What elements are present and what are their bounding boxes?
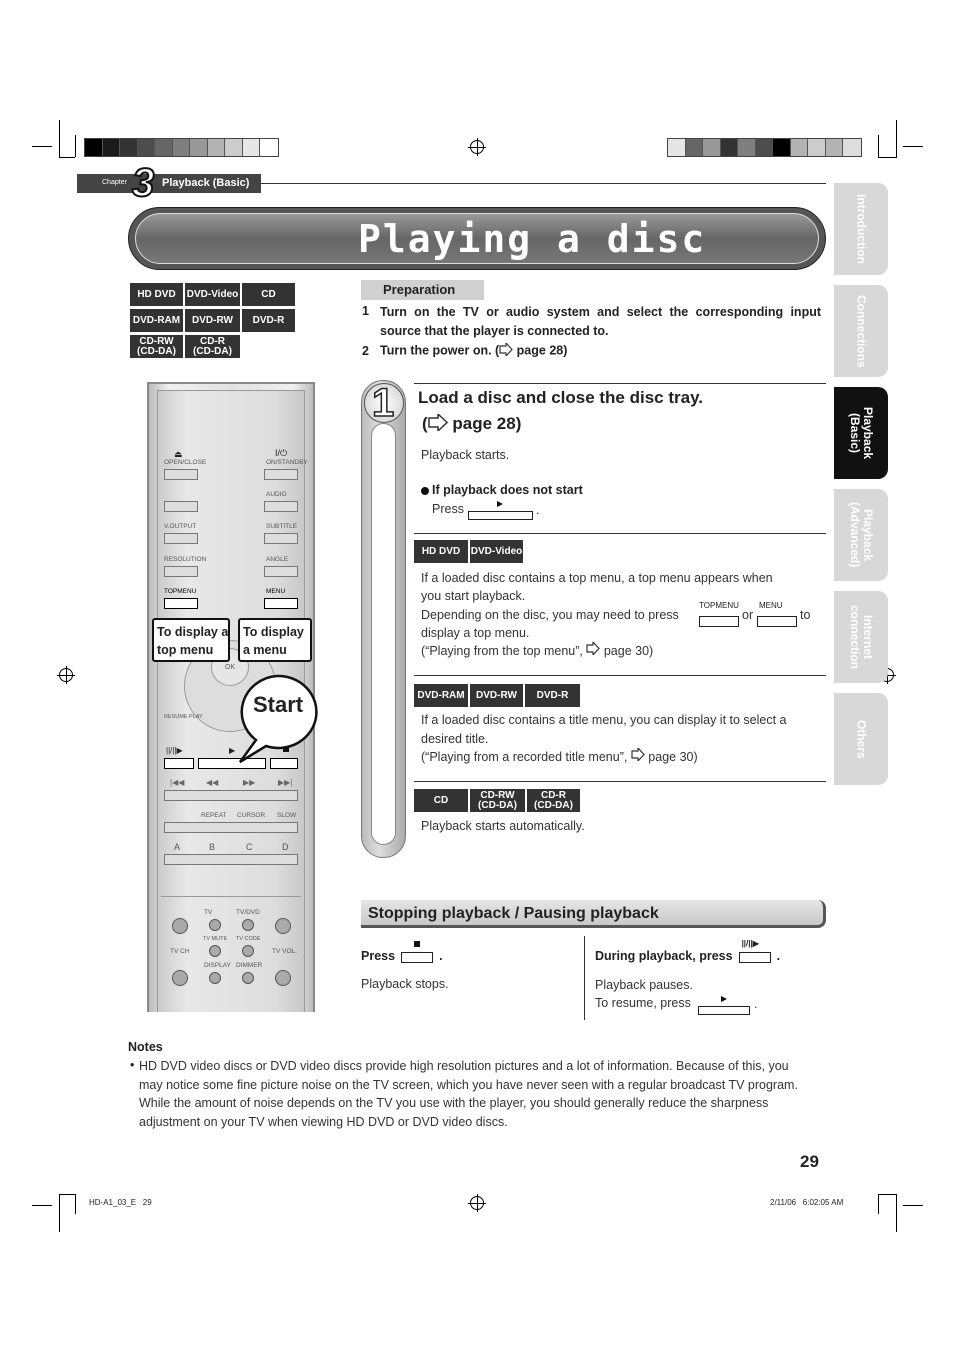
to-text: to xyxy=(800,608,811,622)
format-tag: DVD-Video xyxy=(185,283,240,306)
open-close-button[interactable] xyxy=(164,469,198,480)
transport-bar[interactable] xyxy=(164,790,298,801)
to-resume: To resume, press xyxy=(595,996,691,1010)
section-rule xyxy=(414,781,826,782)
crop-mark xyxy=(896,1194,897,1232)
stop-press xyxy=(361,941,443,963)
power-icon: I/⏻ xyxy=(275,448,288,458)
crop-mark xyxy=(32,1205,52,1206)
play-button-icon xyxy=(698,995,750,1015)
repeat-cursor-slow-bar[interactable] xyxy=(164,822,298,833)
dvd-page: page 30) xyxy=(644,750,698,764)
tab-connections[interactable]: Connections xyxy=(834,285,888,377)
label-slow: SLOW xyxy=(277,812,297,819)
press-label: Press xyxy=(432,502,464,516)
crop-mark xyxy=(903,146,923,147)
label-b: B xyxy=(209,842,216,852)
step-2-page: page 28) xyxy=(513,343,568,358)
arrow-right-icon xyxy=(631,748,645,767)
tv-mute-button[interactable] xyxy=(209,945,221,957)
period: . xyxy=(776,949,781,963)
heading-page: page 28) xyxy=(447,414,522,433)
footer-left: HD-A1_03_E 29 xyxy=(89,1198,152,1207)
label-resolution: RESOLUTION xyxy=(164,556,207,563)
label-v-output: V.OUTPUT xyxy=(164,523,197,530)
chapter-word: Chapter xyxy=(102,179,127,186)
topmenu-button-icon xyxy=(699,601,739,627)
if-not-start: If playback does not start xyxy=(432,483,583,497)
dvd-ref: (“Playing from a recorded title menu”, xyxy=(421,750,628,764)
step-heading-2 xyxy=(422,414,521,436)
crop-mark xyxy=(59,1194,60,1232)
callout-start: Start xyxy=(253,692,304,717)
crop-mark xyxy=(878,1194,879,1214)
topmenu-button[interactable] xyxy=(164,598,198,609)
hd-line-3: Depending on the disc, you may need to press xyxy=(421,608,679,622)
angle-button[interactable] xyxy=(264,566,298,577)
label-tv-ch: TV CH xyxy=(170,948,190,955)
step-2-text: Turn the power on. ( xyxy=(380,343,500,358)
preparation-step-number: 1 xyxy=(362,304,369,318)
crop-mark xyxy=(75,135,76,157)
skip-forward-icon: ▶▶| xyxy=(278,778,293,787)
label-d: D xyxy=(282,842,289,852)
step-rail xyxy=(361,380,406,858)
format-tag: CD-RW (CD-DA) xyxy=(130,335,183,358)
step-number: 1 xyxy=(372,381,395,425)
label-open-close: OPEN/CLOSE xyxy=(164,459,207,466)
format-tag: CD-RW (CD-DA) xyxy=(470,789,525,812)
crop-mark xyxy=(59,1194,75,1195)
hd-line-1: If a loaded disc contains a top menu, a top menu appears when xyxy=(421,571,773,585)
tv-code-button[interactable] xyxy=(242,945,254,957)
page-title: Playing a disc xyxy=(358,217,707,261)
play-button-icon xyxy=(468,500,533,520)
or-text: or xyxy=(742,608,754,622)
color-bar-left xyxy=(84,138,279,157)
format-tag: CD-R (CD-DA) xyxy=(527,789,580,812)
crop-mark xyxy=(75,1194,76,1214)
label-resume-play: RESUME PLAY xyxy=(164,714,203,720)
pause-step-icon: ||/||▶ xyxy=(166,746,183,755)
crop-mark xyxy=(896,120,897,158)
pause-step-button-icon: ||/||▶ xyxy=(739,941,771,963)
crop-mark xyxy=(878,157,896,158)
label-ok: OK xyxy=(225,664,236,671)
dvd-line-2: desired title. xyxy=(421,732,489,746)
notes-text: HD DVD video discs or DVD video discs provide high resolution pictures and a lot of information. Because of this, you may notice some fine picture noise on the TV screen, which you have never seen with a regular broadcast TV program. While the amount of noise depends on the TV you use with the player, you should generally reduce the sharpness adjustment on your TV when viewing HD DVD or DVD video discs. xyxy=(139,1059,798,1129)
hd-page: page 30) xyxy=(600,644,654,658)
crop-mark xyxy=(878,135,879,157)
play-icon: ▶ xyxy=(229,746,236,755)
pause-press xyxy=(595,941,780,963)
label-tv-vol: TV VOL. xyxy=(272,948,297,955)
rewind-icon: ◀◀ xyxy=(206,778,219,787)
start-callout-bubble xyxy=(236,674,318,766)
format-tag: CD xyxy=(414,789,468,812)
heading-paren: ( xyxy=(422,414,428,433)
format-tag: CD xyxy=(242,283,295,306)
label-repeat: REPEAT xyxy=(201,812,227,819)
crop-mark xyxy=(32,146,52,147)
step-heading-1: Load a disc and close the disc tray. xyxy=(418,388,703,407)
resolution-button[interactable] xyxy=(164,566,198,577)
label-tv: TV xyxy=(204,909,213,916)
period: . xyxy=(754,997,758,1011)
preparation-step-number: 2 xyxy=(362,344,369,358)
playback-pauses: Playback pauses. xyxy=(595,978,693,992)
label-dimmer: DIMMER xyxy=(236,962,263,969)
period: . xyxy=(536,503,540,517)
registration-mark xyxy=(59,668,73,682)
crop-mark xyxy=(903,1205,923,1206)
notes-bullet: • xyxy=(130,1058,135,1072)
label-tv-dvd: TV/DVD xyxy=(236,909,260,916)
label-menu: MENU xyxy=(266,588,286,595)
tab-playback-advanced[interactable]: Playback (Advanced) xyxy=(834,489,888,581)
arrow-right-icon xyxy=(428,414,448,436)
tv-power-button[interactable] xyxy=(209,919,221,931)
format-tag: DVD-R xyxy=(242,309,295,332)
tv-ch-down-button[interactable] xyxy=(172,970,188,986)
chapter-title: Playback (Basic) xyxy=(162,177,250,189)
label-subtitle: SUBTITLE xyxy=(266,523,298,530)
preparation-step-2 xyxy=(380,343,567,359)
step-rule xyxy=(414,383,826,384)
fast-forward-icon: ▶▶ xyxy=(243,778,256,787)
arrow-right-icon xyxy=(499,343,513,359)
notes-title: Notes xyxy=(128,1040,163,1054)
callout-menu: To display a menu xyxy=(238,618,312,662)
label-cursor: CURSOR xyxy=(237,812,266,819)
page-number: 29 xyxy=(800,1152,819,1171)
period: . xyxy=(439,949,443,963)
chapter-number: 3 xyxy=(132,161,155,205)
subtitle-button[interactable] xyxy=(264,533,298,544)
format-tag: DVD-RW xyxy=(470,684,523,707)
label-tv-mute: TV MUTE xyxy=(203,936,228,942)
preparation-step-1: Turn on the TV or audio system and select the corresponding input source that the player is connected to. xyxy=(380,305,821,338)
color-bar-right xyxy=(667,138,862,157)
topmenu-label: TOPMENU xyxy=(699,601,739,610)
pause-step-button[interactable] xyxy=(164,758,194,769)
format-tag: DVD-RAM xyxy=(130,309,183,332)
skip-back-icon: |◀◀ xyxy=(170,778,185,787)
tv-vol-down-button[interactable] xyxy=(275,970,291,986)
format-tag: HD DVD xyxy=(130,283,183,306)
tv-dvd-button[interactable] xyxy=(242,919,254,931)
stop-button-icon xyxy=(401,941,433,963)
format-tag: CD-R (CD-DA) xyxy=(185,335,240,358)
hd-line-2: you start playback. xyxy=(421,589,526,603)
playback-starts: Playback starts. xyxy=(421,448,510,462)
tab-internet-connection[interactable]: Internet connection xyxy=(834,591,888,683)
crop-mark xyxy=(59,120,60,158)
label-on-standby: ON/STANDBY xyxy=(266,459,308,466)
label-topmenu: TOPMENU xyxy=(164,588,197,595)
cd-line-1: Playback starts automatically. xyxy=(421,819,585,833)
stopping-title: Stopping playback / Pausing playback xyxy=(368,905,659,922)
playback-stops: Playback stops. xyxy=(361,977,449,991)
format-tag: DVD-RW xyxy=(185,309,240,332)
preparation-title: Preparation xyxy=(361,280,484,300)
crop-mark xyxy=(878,1194,896,1195)
hd-ref: (“Playing from the top menu”, xyxy=(421,644,583,658)
blank-button[interactable] xyxy=(164,501,198,512)
dvd-line-3 xyxy=(421,748,698,767)
hd-line-5 xyxy=(421,642,653,661)
bullet-icon xyxy=(421,487,429,495)
during-playback-label: During playback, press xyxy=(595,949,733,963)
dvd-line-1: If a loaded disc contains a title menu, you can display it to select a xyxy=(421,713,787,727)
header-rule xyxy=(261,183,826,184)
arrow-right-icon xyxy=(586,642,600,661)
tv-vol-up-button[interactable] xyxy=(275,918,291,934)
crop-mark xyxy=(59,157,75,158)
registration-mark xyxy=(470,1196,484,1210)
format-tag: DVD-R xyxy=(525,684,580,707)
menu-label: MENU xyxy=(759,601,783,610)
format-tag: HD DVD xyxy=(414,540,468,563)
footer-right: 2/11/06 6:02:05 AM xyxy=(770,1198,844,1207)
format-tag: DVD-RAM xyxy=(414,684,468,707)
v-output-button[interactable] xyxy=(164,533,198,544)
menu-button[interactable] xyxy=(264,598,298,609)
label-display: DISPLAY xyxy=(204,962,231,969)
audio-button[interactable] xyxy=(264,501,298,512)
label-tv-code: TV CODE xyxy=(236,936,261,942)
dimmer-button[interactable] xyxy=(242,972,254,984)
tab-playback-basic[interactable]: Playback (Basic) xyxy=(834,387,888,479)
tab-others[interactable]: Others xyxy=(834,693,888,785)
display-button[interactable] xyxy=(209,972,221,984)
label-angle: ANGLE xyxy=(266,556,289,563)
abcd-bar[interactable] xyxy=(164,854,298,865)
on-standby-button[interactable] xyxy=(264,469,298,480)
section-rule xyxy=(414,533,826,534)
eject-icon: ⏏ xyxy=(174,449,183,459)
menu-button-icon xyxy=(757,601,797,627)
format-tag: DVD-Video xyxy=(470,540,523,563)
section-rule xyxy=(414,675,826,676)
press-label: Press xyxy=(361,949,396,963)
column-divider xyxy=(584,936,585,1020)
registration-mark xyxy=(470,140,484,154)
tab-introduction[interactable]: Introduction xyxy=(834,183,888,275)
label-a: A xyxy=(174,842,181,852)
hd-line-4: display a top menu. xyxy=(421,626,530,640)
callout-top-menu: To display a top menu xyxy=(152,618,230,662)
label-audio: AUDIO xyxy=(266,491,287,498)
tv-ch-up-button[interactable] xyxy=(172,918,188,934)
label-c: C xyxy=(246,842,253,852)
